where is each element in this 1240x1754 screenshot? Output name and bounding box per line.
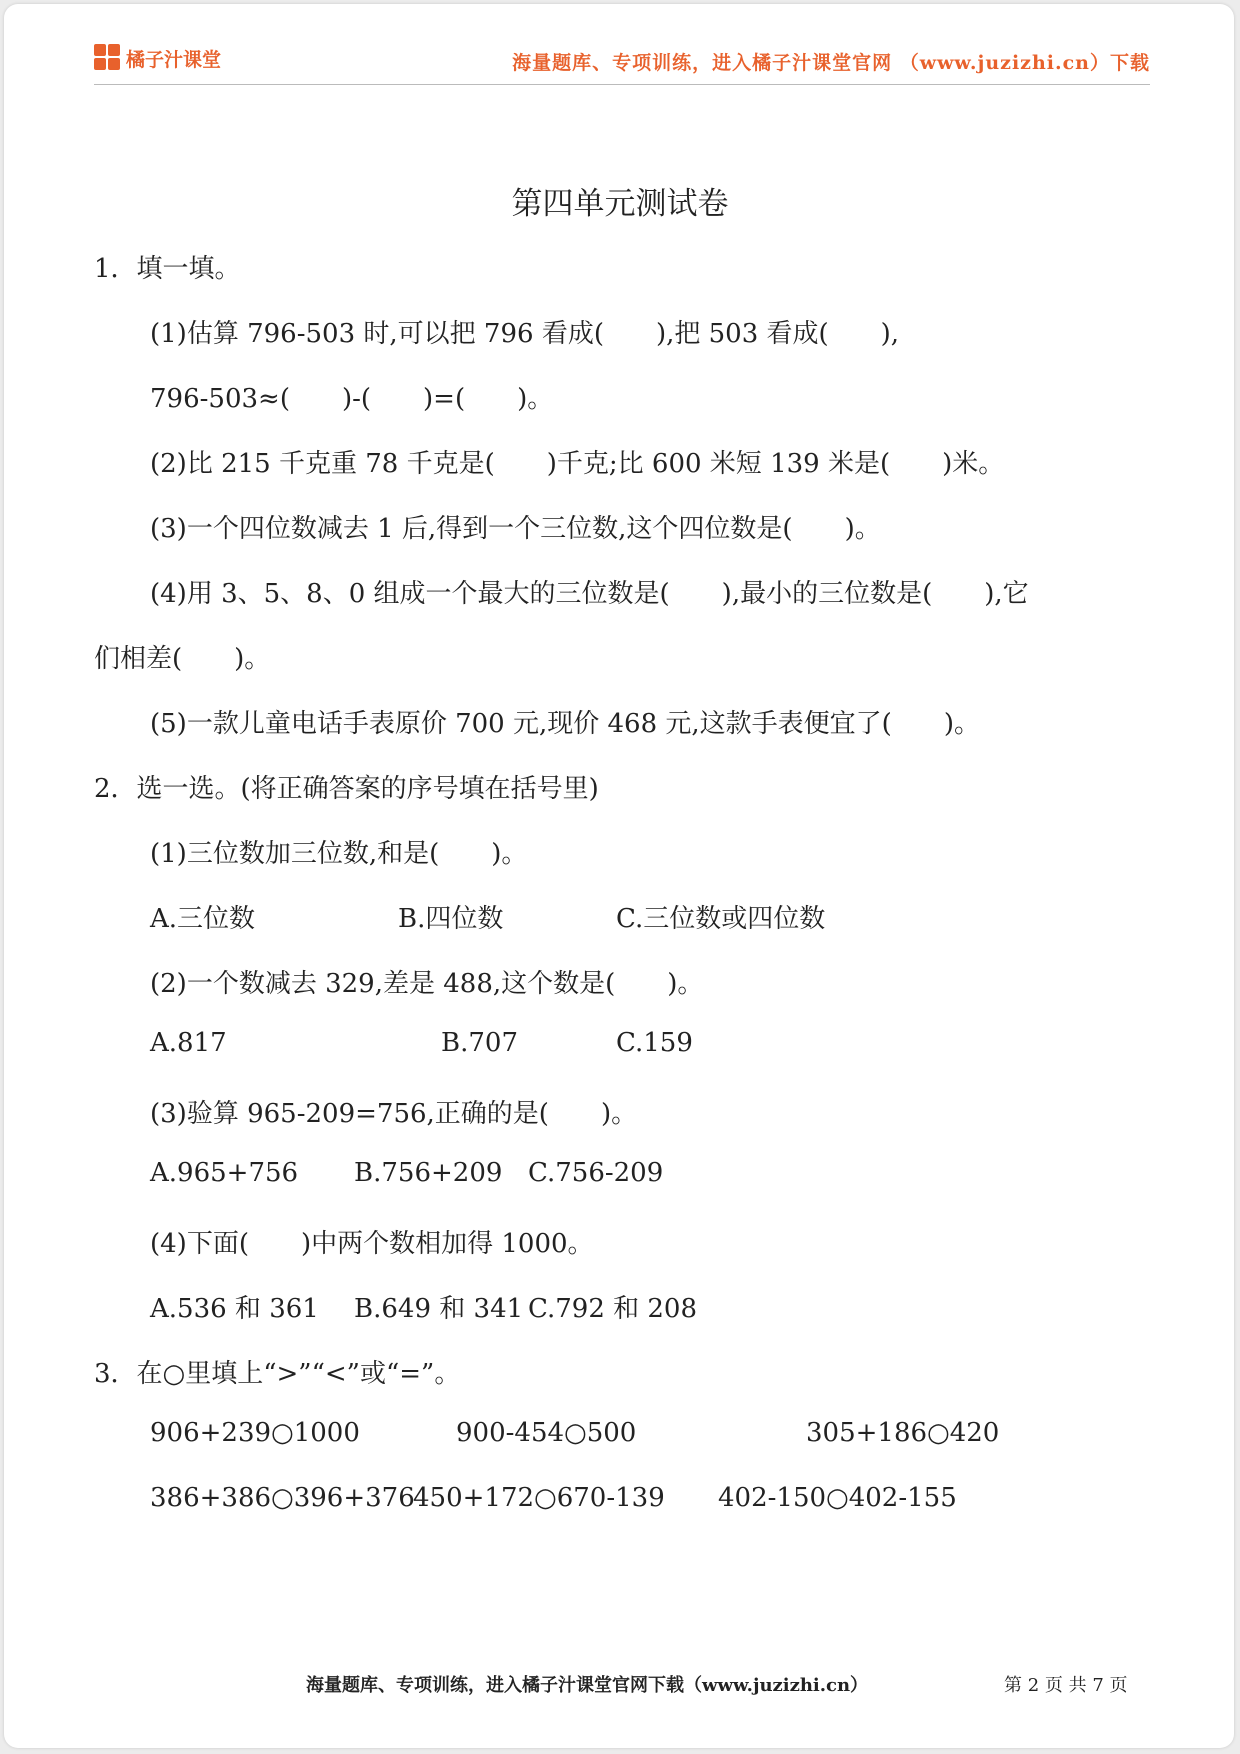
option-c: C.792 和 208 — [528, 1294, 698, 1324]
compare-expression: 305+186○420 — [806, 1418, 1000, 1448]
section-3-heading: 3．在○里填上“>”“<”或“=”。 — [94, 1359, 461, 1389]
option-a: A.965+756 — [150, 1158, 299, 1188]
question-text: (2)比 215 千克重 78 千克是( )千克;比 600 米短 139 米是( )米。 — [150, 449, 1005, 479]
option-b: B.649 和 341 — [354, 1294, 524, 1324]
compare-expression: 900-454○500 — [456, 1418, 637, 1448]
option-c: C.756-209 — [528, 1158, 664, 1188]
section-2-heading: 2．选一选。(将正确答案的序号填在括号里) — [94, 774, 599, 804]
question-text: 们相差( )。 — [94, 644, 271, 674]
footer-text: 海量题库、专项训练，进入橘子汁课堂官网下载（www.juzizhi.cn） — [306, 1675, 869, 1696]
option-b: B.707 — [441, 1028, 518, 1058]
header-divider — [94, 84, 1150, 85]
question-text: (3)一个四位数减去 1 后,得到一个三位数,这个四位数是( )。 — [150, 514, 881, 544]
compare-expression: 386+386○396+376 — [150, 1483, 415, 1513]
option-a: A.817 — [150, 1028, 227, 1058]
page-title: 第四单元测试卷 — [511, 186, 729, 222]
option-c: C.三位数或四位数 — [616, 904, 826, 934]
question-text: (5)一款儿童电话手表原价 700 元,现价 468 元,这款手表便宜了( )。 — [150, 709, 980, 739]
logo-icon — [94, 44, 122, 72]
header-text: 海量题库、专项训练，进入橘子汁课堂官网 （www.juzizhi.cn）下载 — [512, 52, 1150, 74]
page-number: 第 2 页 共 7 页 — [1004, 1675, 1128, 1696]
section-1-heading: 1．填一填。 — [94, 254, 241, 284]
question-text: (4)下面( )中两个数相加得 1000。 — [150, 1229, 594, 1259]
question-text: (2)一个数减去 329,差是 488,这个数是( )。 — [150, 969, 704, 999]
compare-expression: 450+172○670-139 — [413, 1483, 665, 1513]
compare-expression: 402-150○402-155 — [718, 1483, 957, 1513]
compare-expression: 906+239○1000 — [150, 1418, 360, 1448]
logo — [94, 44, 221, 72]
question-text: (4)用 3、5、8、0 组成一个最大的三位数是( ),最小的三位数是( ),它 — [150, 579, 1029, 609]
logo-text: 橘子汁课堂 — [126, 48, 222, 71]
option-b: B.756+209 — [354, 1158, 503, 1188]
option-a: A.536 和 361 — [150, 1294, 319, 1324]
option-c: C.159 — [616, 1028, 693, 1058]
page-header — [94, 42, 1150, 82]
option-b: B.四位数 — [398, 904, 504, 934]
question-text: (1)估算 796-503 时,可以把 796 看成( ),把 503 看成( ), — [150, 319, 900, 349]
option-a: A.三位数 — [150, 904, 256, 934]
question-text: 796-503≈( )-( )=( )。 — [150, 384, 554, 414]
question-text: (1)三位数加三位数,和是( )。 — [150, 839, 528, 869]
question-text: (3)验算 965-209=756,正确的是( )。 — [150, 1099, 638, 1129]
